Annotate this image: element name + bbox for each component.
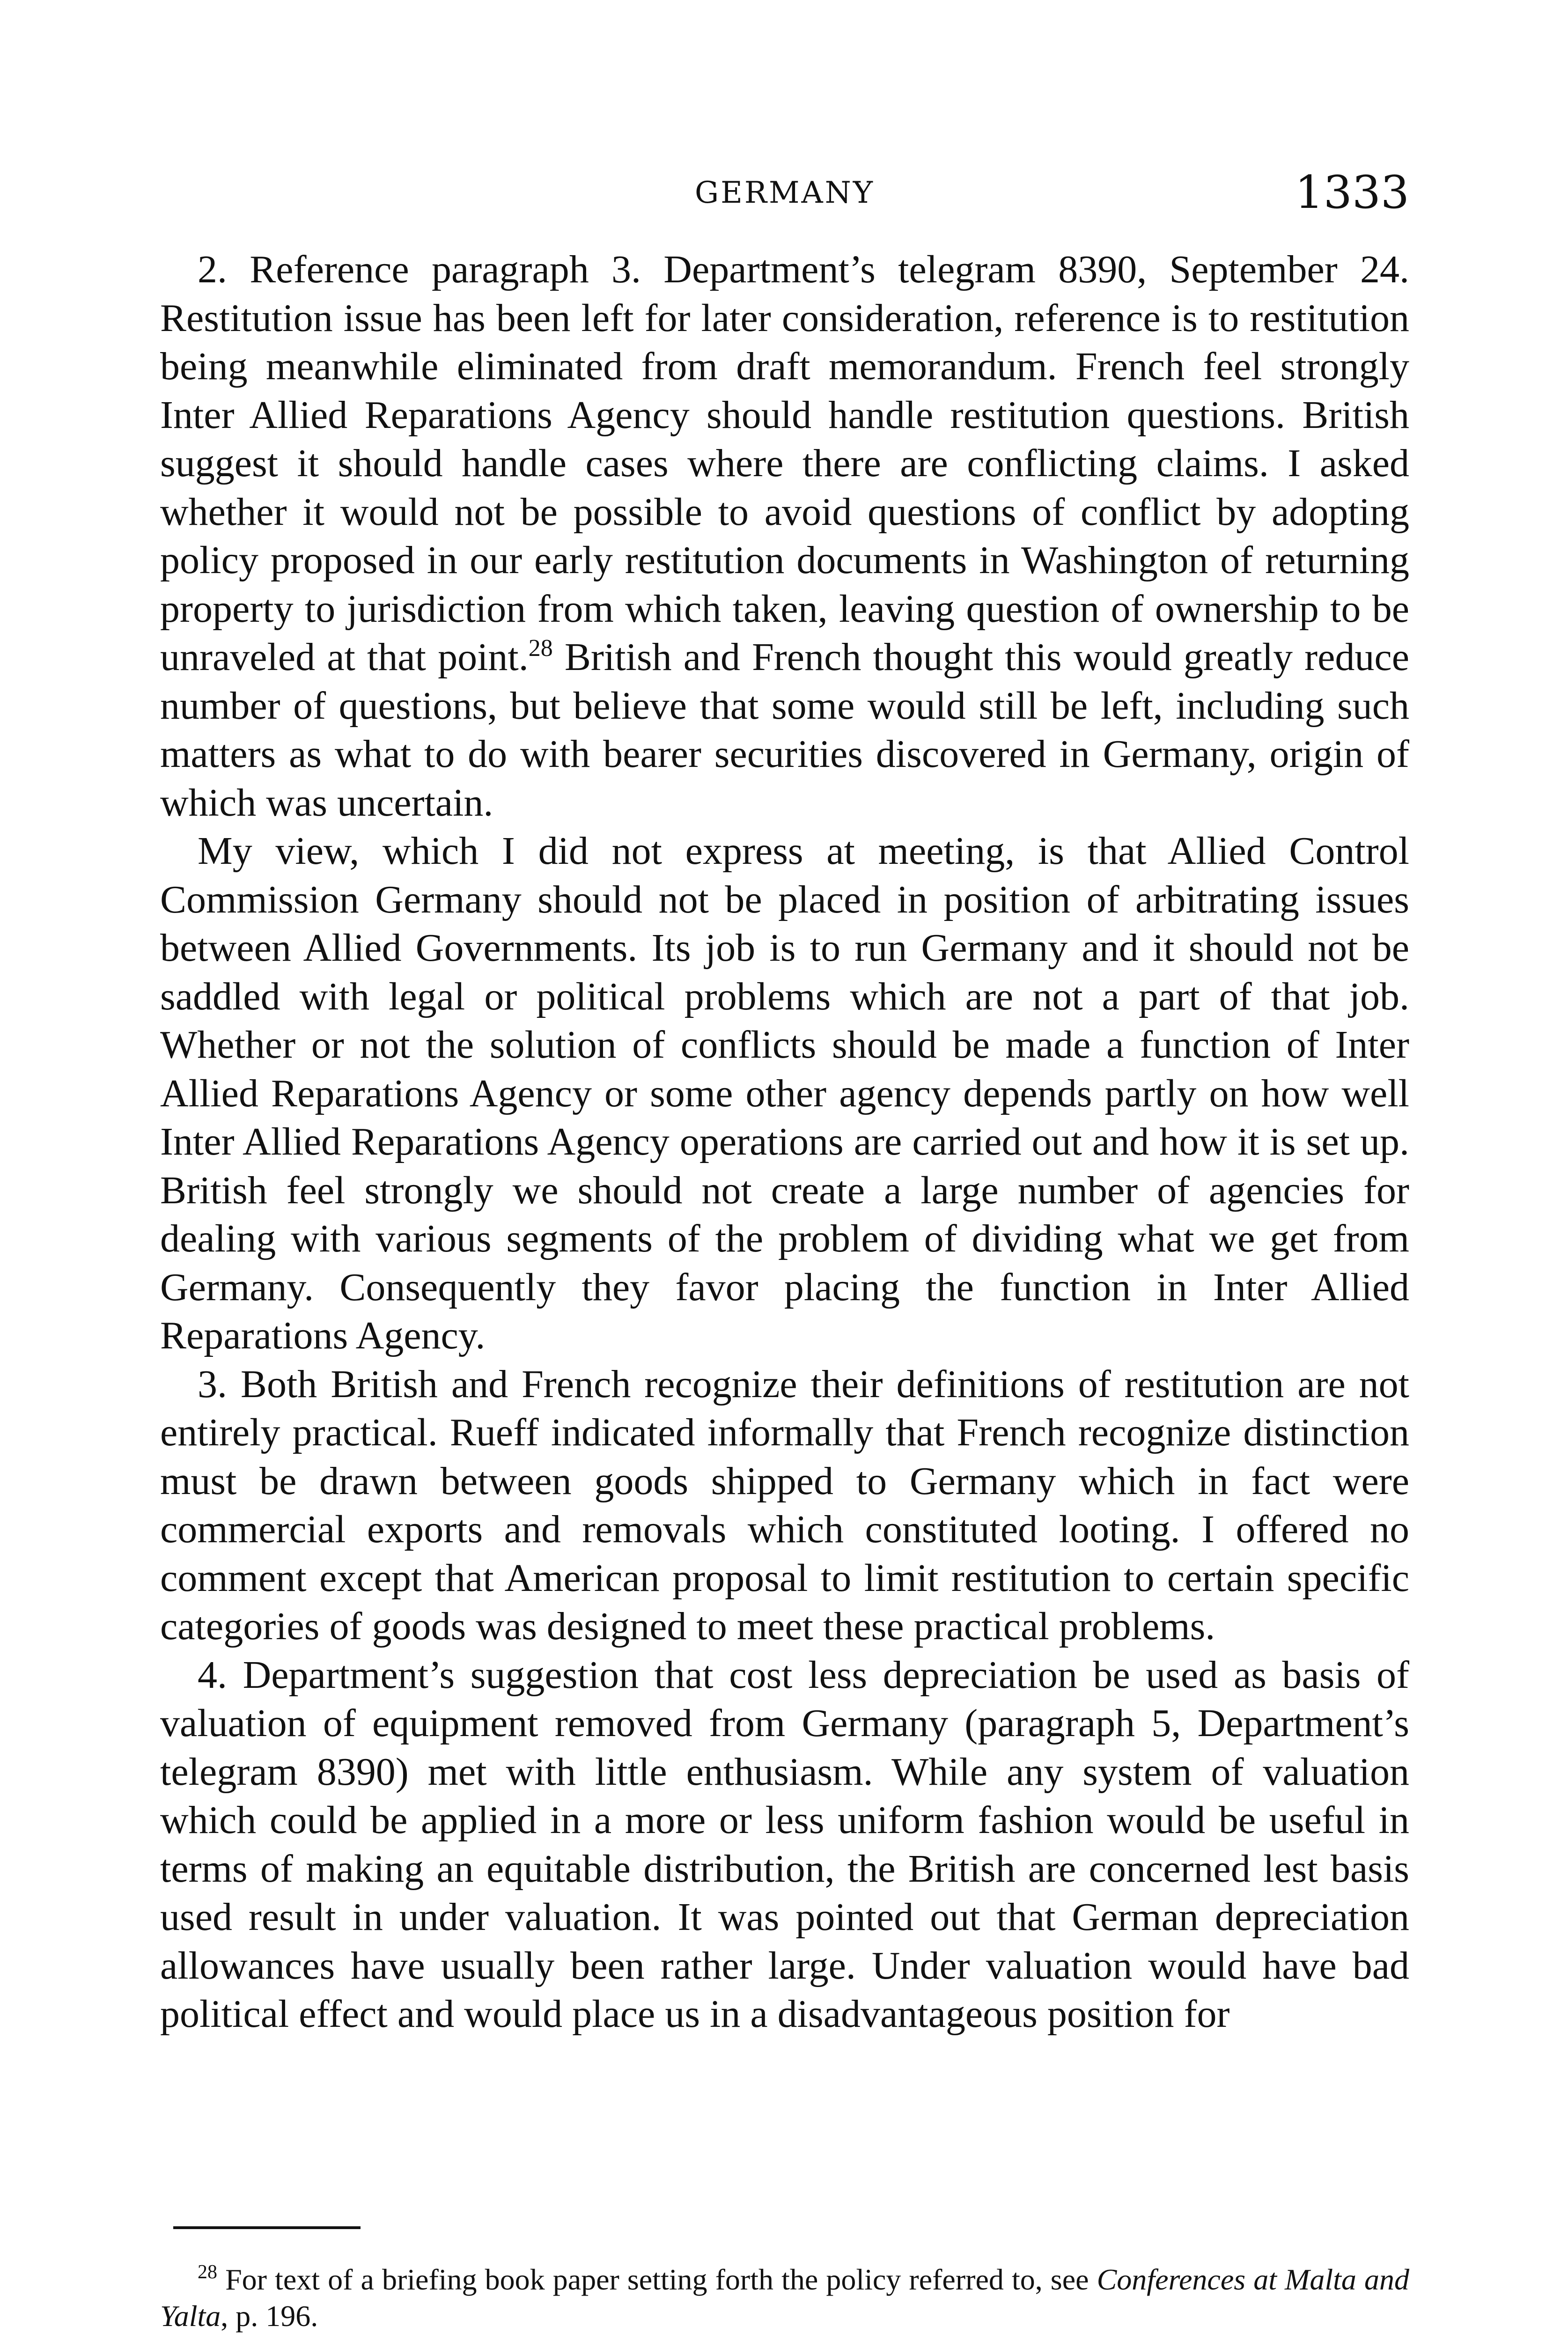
- paragraph-2-text-after: British and French thought this would greatly reduce number of questions, but believe that some would still be left, including such matters as what to do with bearer securities discovered in Germany, origin of which was uncertain.: [160, 635, 1409, 825]
- page-number: 1333: [1295, 166, 1409, 219]
- footnote: [160, 2261, 1409, 2334]
- paragraph-3: 3. Both British and French recognize their definitions of restitution are not entirely practical. Rueff indicated informally that French recognize distinction must be drawn between goods shipped to Germany which in fact were commercial exports and removals which constituted looting. I offered no comment except that American proposal to limit restitution to certain specific categories of goods was designed to meet these practical problems.: [160, 1362, 1409, 1648]
- paragraph-view: My view, which I did not express at meeting, is that Allied Control Commission Germany should not be placed in position of arbitrating issues between Allied Governments. Its job is to run Germany and it should not be saddled with legal or political problems which are not a part of that job. Whether or not the solution of conflicts should be made a function of Inter Allied Reparations Agency or some other agency depends partly on how well Inter Allied Reparations Agency operations are carried out and how it is set up. British feel strongly we should not create a large number of agencies for dealing with various segments of the problem of dividing what we get from Germany. Consequently they favor placing the function in Inter Allied Reparations Agency.: [160, 829, 1409, 1357]
- footnote-divider: [173, 2226, 361, 2229]
- paragraph-4: 4. Department’s suggestion that cost less depreciation be used as basis of valuation of equipment removed from Germany (paragraph 5, Department’s telegram 8390) met with little enthusiasm. While any system of valuation which could be applied in a more or less uniform fashion would be useful in terms of making an equitable distribution, the British are concerned lest basis used result in under valuation. It was pointed out that German depreciation allowances have usually been rather large. Under valuation would have bad political effect and would place us in a disadvantageous position for: [160, 1653, 1409, 2036]
- body-text: [160, 245, 1409, 2039]
- paragraph-2-text-before: 2. Reference paragraph 3. Department’s telegram 8390, September 24. Restitution issue has been left for later consideration, reference is to restitution being meanwhile eliminated from draft memorandum. French feel strongly Inter Allied Reparations Agency should handle restitution questions. British suggest it should handle cases where there are conflicting claims. I asked whether it would not be possible to avoid questions of conflict by adopting policy proposed in our early restitution documents in Washington of returning property to jurisdiction from which taken, leaving question of ownership to be unraveled at that point.: [160, 248, 1409, 679]
- paragraph-2: [160, 245, 1409, 827]
- footnote-mark: 28: [198, 2261, 217, 2283]
- footnote-text-before: For text of a briefing book paper setting forth the policy referred to, see: [217, 2263, 1097, 2296]
- footnote-reference: 28: [528, 635, 553, 662]
- running-title: GERMANY: [694, 176, 875, 210]
- footnote-citation-title: Conferences at Malta and Yalta: [160, 2263, 1410, 2333]
- footnote-paragraph: [160, 2261, 1409, 2334]
- running-head: [160, 166, 1409, 222]
- footnote-text-after: , p. 196.: [221, 2299, 318, 2333]
